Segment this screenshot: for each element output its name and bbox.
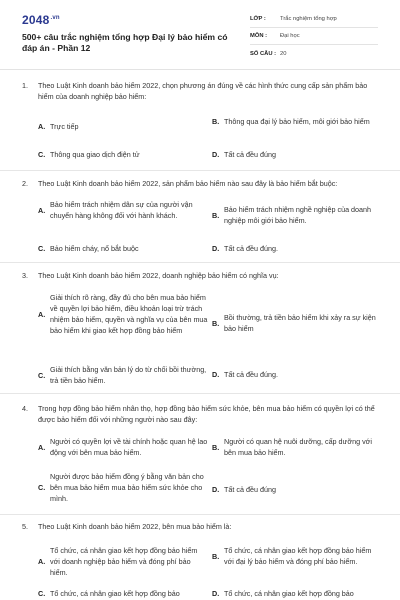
option-letter: D. — [212, 150, 220, 159]
option-text: Tổ chức, cá nhân giao kết hợp đồng bảo — [224, 589, 354, 598]
question-5 — [22, 521, 378, 532]
info-row-subject — [250, 28, 378, 45]
question-4 — [22, 403, 378, 425]
option-text: Giải thích rõ ràng, đầy đủ cho bên mua bảo hiểm về quyền lợi bảo hiểm, điều khoản loại trừ trách nhiệm bảo hiểm, quyền và nghĩa vụ của bên mua bảo hiểm khi giao kết hợp đồng bảo hiểm — [50, 293, 208, 335]
question-number: 3. — [22, 271, 28, 280]
option-text: Bồi thường, trả tiền bảo hiểm khi xảy ra sự kiện bảo hiểm — [224, 313, 376, 333]
option-letter: B. — [212, 318, 220, 328]
option-b[interactable] — [212, 436, 380, 458]
question-text: Trong hợp đồng bảo hiểm nhân thọ, hợp đồng bảo hiểm sức khỏe, bên mua bảo hiểm có quyền lợi có thể được bảo hiểm đối với những người nào sau đây: — [38, 404, 375, 424]
option-text: Người có quyền lợi về tài chính hoặc quan hệ lao động với bên mua bảo hiểm. — [50, 437, 208, 457]
option-a[interactable] — [38, 545, 208, 578]
option-text: Tất cả đều đúng. — [224, 244, 278, 253]
option-letter: A. — [38, 557, 46, 566]
option-text: Trực tiếp — [50, 122, 79, 131]
question-number: 2. — [22, 179, 28, 188]
option-letter: C. — [38, 150, 46, 159]
option-a[interactable] — [38, 436, 208, 458]
question-stem — [22, 270, 378, 281]
option-letter: B. — [212, 117, 220, 126]
option-text: Người được bảo hiểm đồng ý bằng văn bản cho bên mua bảo hiểm mua bảo hiểm sức khỏe cho mình. — [50, 472, 204, 503]
question-stem — [22, 521, 378, 532]
option-c[interactable] — [38, 243, 208, 254]
question-stem — [22, 178, 378, 189]
option-letter: D. — [212, 485, 220, 494]
option-d[interactable] — [212, 369, 380, 380]
question-text: Theo Luật Kinh doanh bảo hiểm 2022, doanh nghiệp bảo hiểm có nghĩa vụ: — [38, 271, 279, 280]
option-d[interactable] — [212, 588, 380, 599]
option-a[interactable] — [38, 292, 208, 336]
site-logo[interactable] — [22, 13, 60, 27]
option-c[interactable] — [38, 149, 208, 160]
info-label: LỚP : — [250, 16, 266, 22]
option-b[interactable] — [212, 204, 380, 226]
option-text: Tất cả đều đúng. — [224, 370, 278, 379]
option-d[interactable] — [212, 484, 380, 495]
option-letter: A. — [38, 205, 46, 215]
question-number: 5. — [22, 522, 28, 531]
info-value: Trắc nghiệm tổng hợp — [280, 16, 337, 22]
option-text: Thông qua giao dịch điện tử — [50, 150, 140, 159]
option-c[interactable] — [38, 588, 208, 599]
logo-tld: .vn — [50, 15, 60, 21]
question-number: 1. — [22, 81, 28, 90]
option-letter: B. — [212, 442, 220, 452]
info-label: MÔN : — [250, 33, 268, 39]
option-b[interactable] — [212, 312, 380, 334]
info-row-class — [250, 11, 378, 28]
question-3 — [22, 270, 378, 281]
question-divider — [0, 393, 400, 394]
option-letter: B. — [212, 551, 220, 561]
question-number: 4. — [22, 404, 28, 413]
option-letter: B. — [212, 210, 220, 220]
option-c[interactable] — [38, 471, 208, 504]
option-a[interactable] — [38, 121, 208, 132]
option-d[interactable] — [212, 243, 380, 254]
option-letter: C. — [38, 483, 46, 492]
option-letter: C. — [38, 244, 46, 253]
option-text: Người có quan hệ nuôi dưỡng, cấp dưỡng với bên mua bảo hiểm. — [224, 437, 372, 457]
option-letter: D. — [212, 370, 220, 379]
option-text: Bảo hiểm trách nhiệm dân sự của người vận chuyển hàng không đối với hành khách. — [50, 200, 193, 220]
option-text: Bảo hiểm trách nhiệm nghề nghiệp của doanh nghiệp môi giới bảo hiểm. — [224, 205, 372, 225]
option-letter: C. — [38, 370, 46, 380]
info-label: SỐ CÂU : — [250, 50, 277, 57]
logo-text: 2048 — [22, 13, 50, 27]
document-header — [0, 0, 400, 70]
info-value: 20 — [280, 50, 287, 57]
option-text: Giải thích bằng văn bản lý do từ chối bồi thường, trả tiền bảo hiểm. — [50, 365, 207, 385]
question-text: Theo Luật Kinh doanh bảo hiểm 2022, bên mua bảo hiểm là: — [38, 522, 232, 531]
option-letter: D. — [212, 589, 220, 598]
option-b[interactable] — [212, 545, 380, 567]
info-table — [250, 11, 378, 62]
option-text: Tất cả đều đúng — [224, 150, 276, 159]
option-d[interactable] — [212, 149, 380, 160]
question-2 — [22, 178, 378, 189]
option-text: Bảo hiểm cháy, nổ bắt buộc — [50, 244, 139, 253]
option-text: Tổ chức, cá nhân giao kết hợp đồng bảo — [50, 589, 180, 598]
option-text: Tổ chức, cá nhân giao kết hợp đồng bảo hiểm với doanh nghiệp bảo hiểm và đóng phí bảo hiểm. — [50, 546, 198, 577]
question-divider — [0, 514, 400, 515]
option-text: Tổ chức, cá nhân giao kết hợp đồng bảo hiểm với đại lý bảo hiểm và đóng phí bảo hiểm. — [224, 546, 372, 566]
question-divider — [0, 170, 400, 171]
option-letter: D. — [212, 244, 220, 253]
option-text: Thông qua đại lý bảo hiểm, môi giới bảo hiểm — [224, 117, 370, 126]
question-divider — [0, 262, 400, 263]
question-text: Theo Luật Kinh doanh bảo hiểm 2022, chọn phương án đúng về các hình thức cung cấp sản phẩm bảo hiểm của doanh nghiệp bảo hiểm: — [38, 81, 368, 101]
option-b[interactable] — [212, 116, 380, 127]
option-a[interactable] — [38, 199, 208, 221]
option-letter: A. — [38, 442, 46, 452]
option-c[interactable] — [38, 364, 208, 386]
option-letter: C. — [38, 589, 46, 598]
question-text: Theo Luật Kinh doanh bảo hiểm 2022, sản phẩm bảo hiểm nào sau đây là bảo hiểm bắt buộc: — [38, 179, 338, 188]
option-letter: A. — [38, 122, 46, 131]
option-letter: A. — [38, 309, 46, 319]
question-1 — [22, 80, 378, 102]
document-title: 500+ câu trắc nghiệm tổng hợp Đại lý bảo hiểm có đáp án - Phần 12 — [22, 32, 228, 53]
question-stem — [22, 80, 378, 102]
info-value: Đại học — [280, 33, 300, 39]
option-text: Tất cả đều đúng — [224, 485, 276, 494]
question-stem — [22, 403, 378, 425]
info-row-count — [250, 45, 378, 62]
